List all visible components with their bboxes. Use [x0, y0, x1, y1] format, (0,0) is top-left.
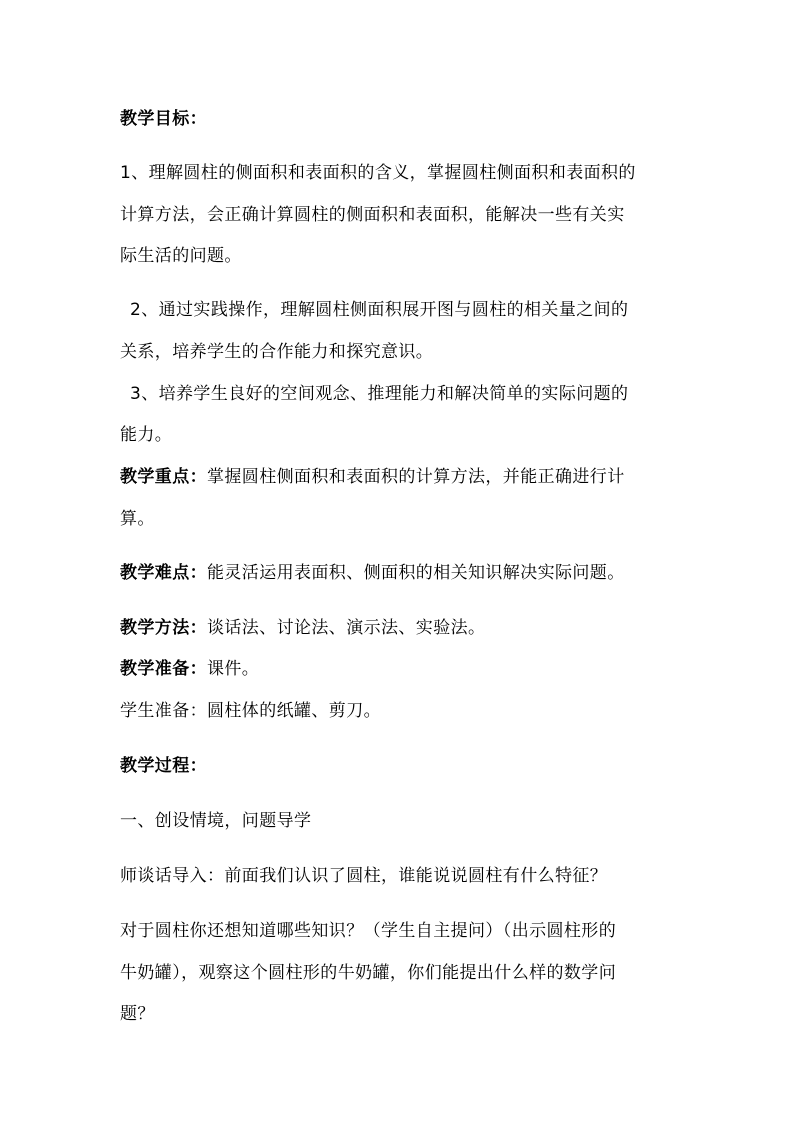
- method-line: [120, 617, 680, 639]
- paragraph-line-1: 对于圆柱你还想知道哪些知识？（学生自主提问）（出示圆柱形的: [120, 921, 617, 941]
- intro-line: 师谈话导入：前面我们认识了圆柱，谁能说说圆柱有什么特征？: [120, 866, 608, 886]
- objective-3-line-1: 3、培养学生良好的空间观念、推理能力和解决简单的实际问题的: [130, 384, 629, 404]
- key-point-line-2: 算。: [120, 509, 155, 529]
- preparation-line: [120, 658, 680, 680]
- section-1-title: 一、创设情境，问题导学: [120, 811, 312, 831]
- preparation-text: 课件。: [207, 659, 260, 679]
- key-point-label: 教学重点：: [120, 467, 207, 487]
- objective-2-line-2: 关系，培养学生的合作能力和探究意识。: [120, 342, 434, 362]
- objective-1-line-3: 际生活的问题。: [120, 246, 242, 266]
- difficulty-label: 教学难点：: [120, 563, 207, 583]
- paragraph-line-2: 牛奶罐），观察这个圆柱形的牛奶罐，你们能提出什么样的数学问: [120, 963, 617, 983]
- difficulty-line: [120, 562, 680, 584]
- method-label: 教学方法：: [120, 618, 207, 638]
- objective-3-line-2: 能力。: [120, 425, 173, 445]
- paragraph-line-3: 题？: [120, 1004, 155, 1024]
- objective-1-line-2: 计算方法，会正确计算圆柱的侧面积和表面积，能解决一些有关实: [120, 205, 625, 225]
- objective-1-line-1: 1、理解圆柱的侧面积和表面积的含义，掌握圆柱侧面积和表面积的: [120, 163, 636, 183]
- objective-2-line-1: 2、通过实践操作，理解圆柱侧面积展开图与圆柱的相关量之间的: [130, 300, 629, 320]
- method-text: 谈话法、讨论法、演示法、实验法。: [207, 618, 486, 638]
- process-heading: 教学过程：: [120, 756, 207, 776]
- difficulty-text: 能灵活运用表面积、侧面积的相关知识解决实际问题。: [207, 563, 625, 583]
- key-point-line-1: [120, 466, 680, 488]
- objectives-heading: 教学目标：: [120, 109, 207, 129]
- key-point-text: 掌握圆柱侧面积和表面积的计算方法，并能正确进行计: [207, 467, 625, 487]
- preparation-label: 教学准备：: [120, 659, 207, 679]
- student-preparation: 学生准备：圆柱体的纸罐、剪刀。: [120, 701, 381, 721]
